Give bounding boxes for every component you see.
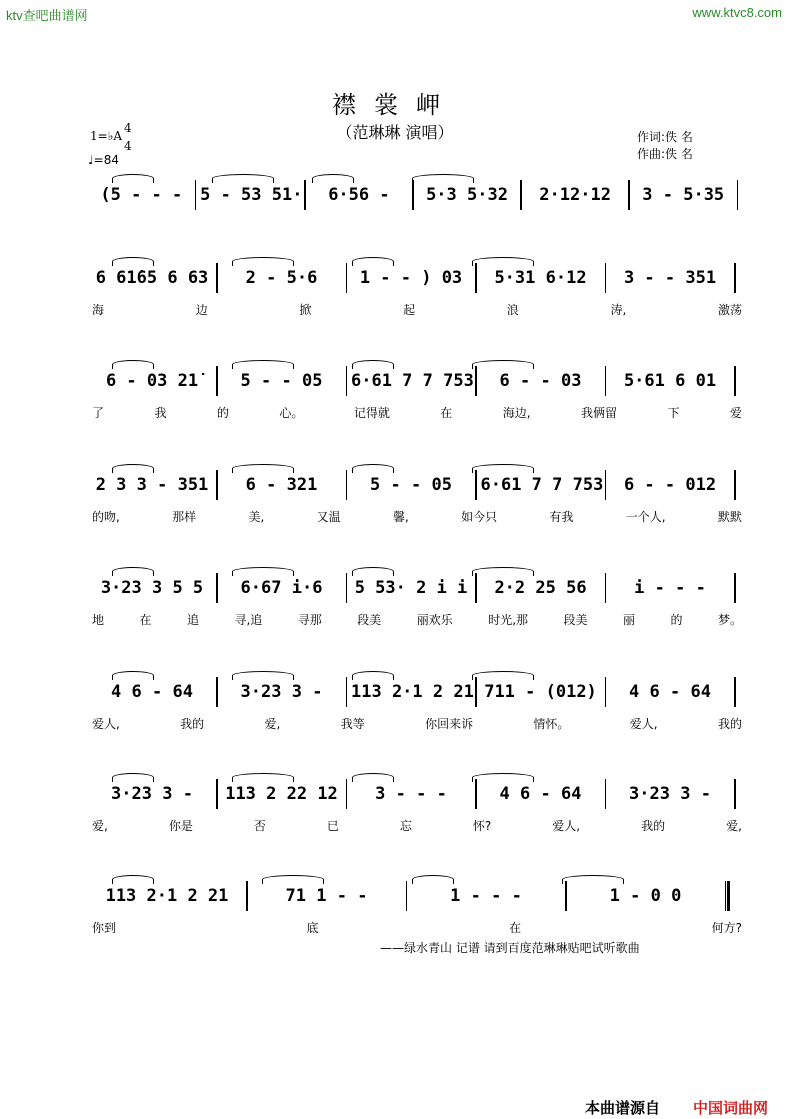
lyrics-row xyxy=(92,715,742,733)
barline xyxy=(346,779,348,809)
score-line xyxy=(92,180,742,210)
measure: 5 - - 05 xyxy=(370,475,452,495)
barline xyxy=(475,573,477,603)
lyrics-row xyxy=(92,817,742,835)
lyric-word: 下 xyxy=(667,406,680,420)
lyrics-row xyxy=(92,218,742,236)
lyric-word: 的 xyxy=(216,406,229,420)
measure: 6 61̇65 6 63 xyxy=(95,268,209,288)
score-line xyxy=(92,779,742,833)
lyric-word: 浪 xyxy=(506,303,519,317)
lyric-word: 起 xyxy=(403,303,416,317)
slur-arc xyxy=(232,773,294,782)
slur-arc xyxy=(412,174,474,183)
lyric-word: 掀 xyxy=(299,303,312,317)
lyrics-row xyxy=(92,919,742,937)
measure: 71 1 - - xyxy=(285,886,368,906)
lyric-word: 爱, xyxy=(726,819,742,833)
lyric-word: 追 xyxy=(186,613,199,627)
measure: 5 - - 05 xyxy=(240,371,323,391)
barline xyxy=(565,881,567,911)
barline xyxy=(346,263,348,293)
lyric-word: 我的 xyxy=(180,717,205,731)
lyric-word: 记得就 xyxy=(353,406,390,420)
measure: 6 - 321 xyxy=(245,475,318,495)
watermark-left: ktv查吧曲谱网 xyxy=(6,8,88,23)
barline xyxy=(216,573,218,603)
measure: 2·12·12 xyxy=(539,185,611,205)
barline xyxy=(734,366,736,396)
lyric-word: 段美 xyxy=(357,613,382,627)
lyric-word: 爱人, xyxy=(629,717,658,731)
lyric-word: 你回来诉 xyxy=(425,717,474,731)
barline xyxy=(195,180,196,210)
slur-arc xyxy=(112,360,154,369)
barline xyxy=(605,573,607,603)
lyric-word: 我俩留 xyxy=(580,406,617,420)
slur-arc xyxy=(112,773,154,782)
score-line xyxy=(92,366,742,420)
lyric-word: 忘 xyxy=(399,819,412,833)
lyric-word: 爱人, xyxy=(92,717,120,731)
lyric-word: 边 xyxy=(195,303,208,317)
barline xyxy=(216,366,218,396)
lyric-word: 一个人, xyxy=(625,510,666,524)
measure: 4 6 - 64 xyxy=(629,682,711,702)
barline xyxy=(605,470,607,500)
lyric-word: 地 xyxy=(92,613,105,627)
slur-arc xyxy=(232,567,294,576)
barline xyxy=(346,366,348,396)
lyric-word: 在 xyxy=(139,613,152,627)
barline xyxy=(246,881,248,911)
measure: 5·61 6 01 xyxy=(623,371,717,391)
lyric-word: 梦。 xyxy=(717,613,742,627)
barline xyxy=(475,677,477,707)
barline xyxy=(346,573,348,603)
measure: 4 6 - 64 xyxy=(499,784,582,804)
lyric-word: 心。 xyxy=(279,406,304,420)
measure: 113 2·1 2 21 xyxy=(351,682,474,702)
notes-row xyxy=(92,677,742,707)
measure: 711 - (012) xyxy=(484,682,597,702)
lyric-word: 爱, xyxy=(264,717,281,731)
lyric-word: 有我 xyxy=(549,510,574,524)
barline xyxy=(605,779,607,809)
measure: 3·23 3 - xyxy=(111,784,193,804)
measure: 2·2 25 56 xyxy=(494,578,587,598)
barline xyxy=(734,263,736,293)
barline xyxy=(216,677,218,707)
lyrics-row xyxy=(92,301,742,319)
lyric-word: 海边, xyxy=(502,406,531,420)
lyric-word: 涛, xyxy=(610,303,627,317)
barline xyxy=(734,779,736,809)
slur-arc xyxy=(112,875,154,884)
barline xyxy=(406,881,408,911)
final-barline xyxy=(725,881,730,911)
slur-arc xyxy=(352,360,394,369)
slur-arc xyxy=(112,257,154,266)
time-signature-top: 4 xyxy=(124,121,132,135)
slur-arc xyxy=(472,360,534,369)
barline xyxy=(412,180,413,210)
barline xyxy=(346,677,348,707)
notes-row xyxy=(92,573,742,603)
slur-arc xyxy=(112,567,154,576)
measure: 3·23 3 - xyxy=(629,784,711,804)
lyric-word: 爱 xyxy=(729,406,742,420)
lyric-word: 已 xyxy=(326,819,339,833)
measure: 2 - 5·6 xyxy=(245,268,318,288)
slur-arc xyxy=(112,671,154,680)
measure: 6·61 7 7 753 xyxy=(480,475,604,495)
lyric-word: 了 xyxy=(92,406,105,420)
measure: 6 - 03 21̇ xyxy=(105,371,199,391)
transcriber-note: ——绿水青山 记谱 请到百度范琳琳贴吧试听歌曲 xyxy=(380,941,640,955)
song-subtitle: （范琳琳 演唱） xyxy=(336,123,454,142)
slur-arc xyxy=(312,174,354,183)
lyrics-row xyxy=(92,611,742,629)
lyric-word: 馨, xyxy=(392,510,409,524)
measure: 4 6 - 64 xyxy=(111,682,193,702)
barline xyxy=(216,779,218,809)
slur-arc xyxy=(232,464,294,473)
source-label: 本曲谱源自 xyxy=(585,1099,661,1117)
lyric-word: 美, xyxy=(248,510,265,524)
watermark-right: www.ktvc8.com xyxy=(692,5,782,20)
key-signature: 1=♭A xyxy=(90,129,123,143)
lyric-word: 又温 xyxy=(316,510,341,524)
score-line xyxy=(92,470,742,524)
slur-arc xyxy=(112,464,154,473)
slur-arc xyxy=(262,875,324,884)
barline xyxy=(520,180,521,210)
lyric-word: 时光,那 xyxy=(488,613,529,627)
lyric-word: 何方? xyxy=(711,921,742,935)
lyric-word: 段美 xyxy=(563,613,588,627)
slur-arc xyxy=(412,875,454,884)
measure: 3·23 3 - xyxy=(240,682,323,702)
lyric-word: 丽欢乐 xyxy=(416,613,453,627)
lyricist: 作词:佚 名 xyxy=(637,130,693,144)
lyric-word: 的吻, xyxy=(92,510,120,524)
score-line xyxy=(92,263,742,317)
time-signature-bottom: 4 xyxy=(124,139,132,153)
measure: 6 - - 03 xyxy=(499,371,582,391)
slur-arc xyxy=(352,671,394,680)
lyric-word: 你是 xyxy=(168,819,193,833)
barline xyxy=(737,180,738,210)
measure: (5 - - - xyxy=(100,185,183,205)
lyric-word: 我的 xyxy=(641,819,666,833)
lyric-word: 我等 xyxy=(340,717,365,731)
lyric-word: 那样 xyxy=(172,510,197,524)
lyric-word: 如今只 xyxy=(461,510,498,524)
lyric-word: 在 xyxy=(509,921,522,935)
notes-row xyxy=(92,180,742,210)
barline xyxy=(605,366,607,396)
slur-arc xyxy=(352,773,394,782)
slur-arc xyxy=(112,174,154,183)
notes-row xyxy=(92,263,742,293)
measure: 5 53· 2 i i xyxy=(354,578,468,598)
measure: 6 - - 012 xyxy=(623,475,717,495)
tempo-marking: ♩=84 xyxy=(88,153,119,167)
barline xyxy=(346,470,348,500)
lyric-word: 怀? xyxy=(472,819,492,833)
barline xyxy=(475,263,477,293)
notes-row xyxy=(92,881,742,911)
measure: 2 3 3 - 351 xyxy=(95,475,209,495)
score-line xyxy=(92,677,742,731)
barline xyxy=(605,677,607,707)
barline xyxy=(475,366,477,396)
lyric-word: 的 xyxy=(670,613,683,627)
slur-arc xyxy=(472,671,534,680)
slur-arc xyxy=(472,567,534,576)
lyric-word: 我的 xyxy=(717,717,742,731)
lyric-word: 情怀。 xyxy=(533,717,570,731)
notes-row xyxy=(92,366,742,396)
barline xyxy=(628,180,629,210)
score-line xyxy=(92,573,742,627)
barline xyxy=(216,470,218,500)
measure: 1 - - - xyxy=(450,886,522,906)
measure: 6·56 - xyxy=(328,185,390,205)
barline xyxy=(216,263,218,293)
lyric-word: 激荡 xyxy=(717,303,742,317)
measure: 3·23 3 5 5 xyxy=(100,578,204,598)
lyrics-row xyxy=(92,508,742,526)
barline xyxy=(734,573,736,603)
slur-arc xyxy=(352,464,394,473)
composer: 作曲:佚 名 xyxy=(637,147,693,161)
barline xyxy=(304,180,305,210)
measure: 1 - - ) 03 xyxy=(359,268,463,288)
lyric-word: 海 xyxy=(92,303,105,317)
measure: 113 2·1 2 21 xyxy=(105,886,229,906)
measure: 6·67 i·6 xyxy=(240,578,323,598)
slur-arc xyxy=(212,174,274,183)
source-site-link[interactable]: 中国词曲网 xyxy=(693,1099,769,1117)
score-line xyxy=(92,881,742,935)
lyric-word: 我 xyxy=(154,406,167,420)
barline xyxy=(734,470,736,500)
lyric-word: 否 xyxy=(253,819,266,833)
barline xyxy=(734,677,736,707)
slur-arc xyxy=(472,773,534,782)
barline xyxy=(475,779,477,809)
measure: 3 - - 351 xyxy=(623,268,717,288)
lyrics-row xyxy=(92,404,742,422)
lyric-word: 寻那 xyxy=(297,613,322,627)
lyric-word: 爱人, xyxy=(552,819,581,833)
lyric-word: 寻,追 xyxy=(234,613,263,627)
lyric-word: 爱, xyxy=(92,819,108,833)
measure: 6·61 7 7 753 xyxy=(351,371,474,391)
slur-arc xyxy=(352,257,394,266)
notes-row xyxy=(92,779,742,809)
slur-arc xyxy=(232,671,294,680)
measure: 5·31 6·12 xyxy=(494,268,587,288)
measure: i - - - xyxy=(634,578,706,598)
lyric-word: 在 xyxy=(440,406,453,420)
measure: 1 - 0 0 xyxy=(609,886,682,906)
measure: 3 - - - xyxy=(375,784,447,804)
measure: 5·3 5·32 xyxy=(426,185,508,205)
measure: 113 2 22 12 xyxy=(225,784,338,804)
lyric-word: 丽 xyxy=(622,613,635,627)
notes-row xyxy=(92,470,742,500)
slur-arc xyxy=(232,360,294,369)
lyric-word: 底 xyxy=(306,921,319,935)
slur-arc xyxy=(232,257,294,266)
measure: 3 - 5·35 xyxy=(642,185,725,205)
slur-arc xyxy=(472,257,534,266)
song-title: 襟裳岬 xyxy=(332,91,458,119)
lyric-word: 你到 xyxy=(92,921,117,935)
barline xyxy=(475,470,477,500)
measure: 5 - 53 51· xyxy=(200,185,303,205)
slur-arc xyxy=(562,875,624,884)
barline xyxy=(605,263,607,293)
lyric-word: 默默 xyxy=(717,510,742,524)
slur-arc xyxy=(472,464,534,473)
slur-arc xyxy=(352,567,394,576)
